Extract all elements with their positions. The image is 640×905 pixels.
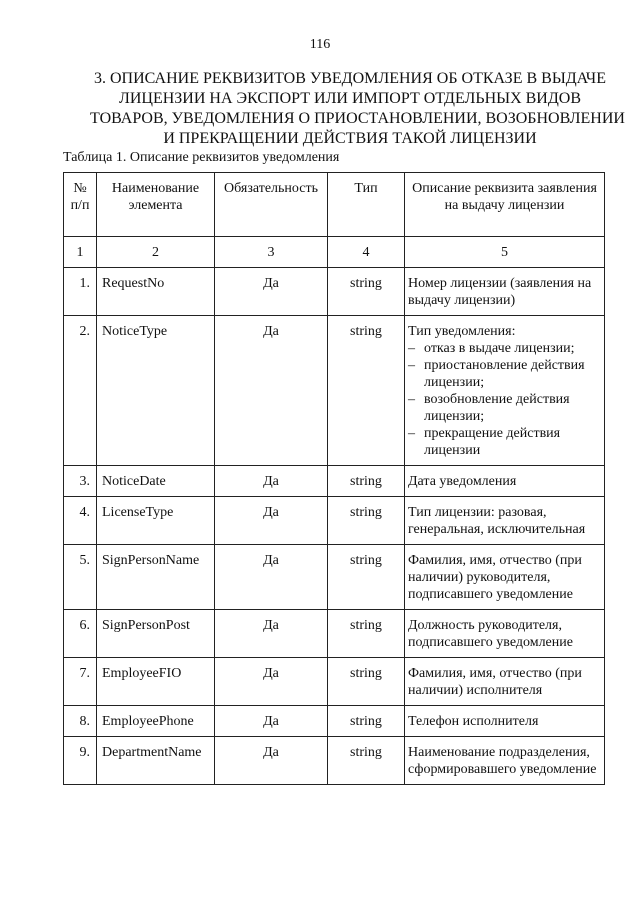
- heading-line: И ПРЕКРАЩЕНИИ ДЕЙСТВИЯ ТАКОЙ ЛИЦЕНЗИИ: [163, 130, 537, 147]
- requisites-table: [63, 172, 605, 785]
- row-num: 5.: [64, 545, 97, 610]
- row-num: 2.: [64, 316, 97, 466]
- row-name: NoticeType: [97, 316, 215, 466]
- header-num: № п/п: [64, 173, 97, 237]
- section-heading: [90, 69, 625, 149]
- table-row: [64, 268, 605, 316]
- row-num: 8.: [64, 706, 97, 737]
- row-name: NoticeDate: [97, 466, 215, 497]
- table-row: [64, 545, 605, 610]
- index-cell: 3: [215, 237, 328, 268]
- table-row: [64, 497, 605, 545]
- row-required: Да: [215, 610, 328, 658]
- table-row: [64, 466, 605, 497]
- table-row: [64, 706, 605, 737]
- index-cell: 5: [405, 237, 605, 268]
- list-item: – отказ в выдаче лицензии;: [408, 340, 601, 357]
- row-type: string: [328, 658, 405, 706]
- row-name: LicenseType: [97, 497, 215, 545]
- row-description: Фамилия, имя, отчество (при наличии) руководителя, подписавшего уведомление: [405, 545, 605, 610]
- row-type: string: [328, 497, 405, 545]
- row-description: Тип лицензии: разовая, генеральная, исключительная: [405, 497, 605, 545]
- row-type: string: [328, 268, 405, 316]
- row-name: DepartmentName: [97, 737, 215, 785]
- row-type: string: [328, 466, 405, 497]
- row-type: string: [328, 610, 405, 658]
- row-required: Да: [215, 466, 328, 497]
- row-type: string: [328, 737, 405, 785]
- table-row: [64, 610, 605, 658]
- table-header-row: [64, 173, 605, 237]
- row-required: Да: [215, 658, 328, 706]
- description-intro: Тип уведомления:: [408, 324, 516, 339]
- header-description: Описание реквизита заявления на выдачу лицензии: [405, 173, 605, 237]
- row-required: Да: [215, 545, 328, 610]
- index-cell: 2: [97, 237, 215, 268]
- list-item: – возобновление действия лицензии;: [408, 391, 601, 425]
- table-caption: Таблица 1. Описание реквизитов уведомления: [63, 150, 340, 165]
- row-required: Да: [215, 706, 328, 737]
- row-required: Да: [215, 316, 328, 466]
- row-required: Да: [215, 268, 328, 316]
- row-name: SignPersonName: [97, 545, 215, 610]
- list-item: – прекращение действия лицензии: [408, 425, 601, 459]
- row-type: string: [328, 316, 405, 466]
- row-num: 7.: [64, 658, 97, 706]
- row-name: RequestNo: [97, 268, 215, 316]
- header-name: Наименование элемента: [97, 173, 215, 237]
- notice-type-list: [408, 340, 601, 459]
- row-description: Фамилия, имя, отчество (при наличии) исполнителя: [405, 658, 605, 706]
- row-type: string: [328, 545, 405, 610]
- row-description: Должность руководителя, подписавшего уведомление: [405, 610, 605, 658]
- table-row: [64, 316, 605, 466]
- index-row: [64, 237, 605, 268]
- heading-line: 3. ОПИСАНИЕ РЕКВИЗИТОВ УВЕДОМЛЕНИЯ ОБ ОТКАЗЕ В ВЫДАЧЕ: [94, 70, 606, 87]
- header-required: Обязательность: [215, 173, 328, 237]
- row-num: 1.: [64, 268, 97, 316]
- row-type: string: [328, 706, 405, 737]
- row-description: [405, 316, 605, 466]
- row-description: Телефон исполнителя: [405, 706, 605, 737]
- row-description: Наименование подразделения, сформировавшего уведомление: [405, 737, 605, 785]
- row-name: EmployeePhone: [97, 706, 215, 737]
- header-type: Тип: [328, 173, 405, 237]
- row-name: SignPersonPost: [97, 610, 215, 658]
- row-num: 3.: [64, 466, 97, 497]
- row-name: EmployeeFIO: [97, 658, 215, 706]
- index-cell: 1: [64, 237, 97, 268]
- row-num: 9.: [64, 737, 97, 785]
- heading-line: ТОВАРОВ, УВЕДОМЛЕНИЯ О ПРИОСТАНОВЛЕНИИ, ВОЗОБНОВЛЕНИИ: [90, 110, 625, 127]
- row-description: Номер лицензии (заявления на выдачу лицензии): [405, 268, 605, 316]
- row-num: 4.: [64, 497, 97, 545]
- list-item: – приостановление действия лицензии;: [408, 357, 601, 391]
- row-required: Да: [215, 737, 328, 785]
- row-num: 6.: [64, 610, 97, 658]
- heading-line: ЛИЦЕНЗИИ НА ЭКСПОРТ ИЛИ ИМПОРТ ОТДЕЛЬНЫХ ВИДОВ: [119, 90, 581, 107]
- table-row: [64, 737, 605, 785]
- index-cell: 4: [328, 237, 405, 268]
- row-description: Дата уведомления: [405, 466, 605, 497]
- table-row: [64, 658, 605, 706]
- row-required: Да: [215, 497, 328, 545]
- page-number: 116: [309, 37, 331, 52]
